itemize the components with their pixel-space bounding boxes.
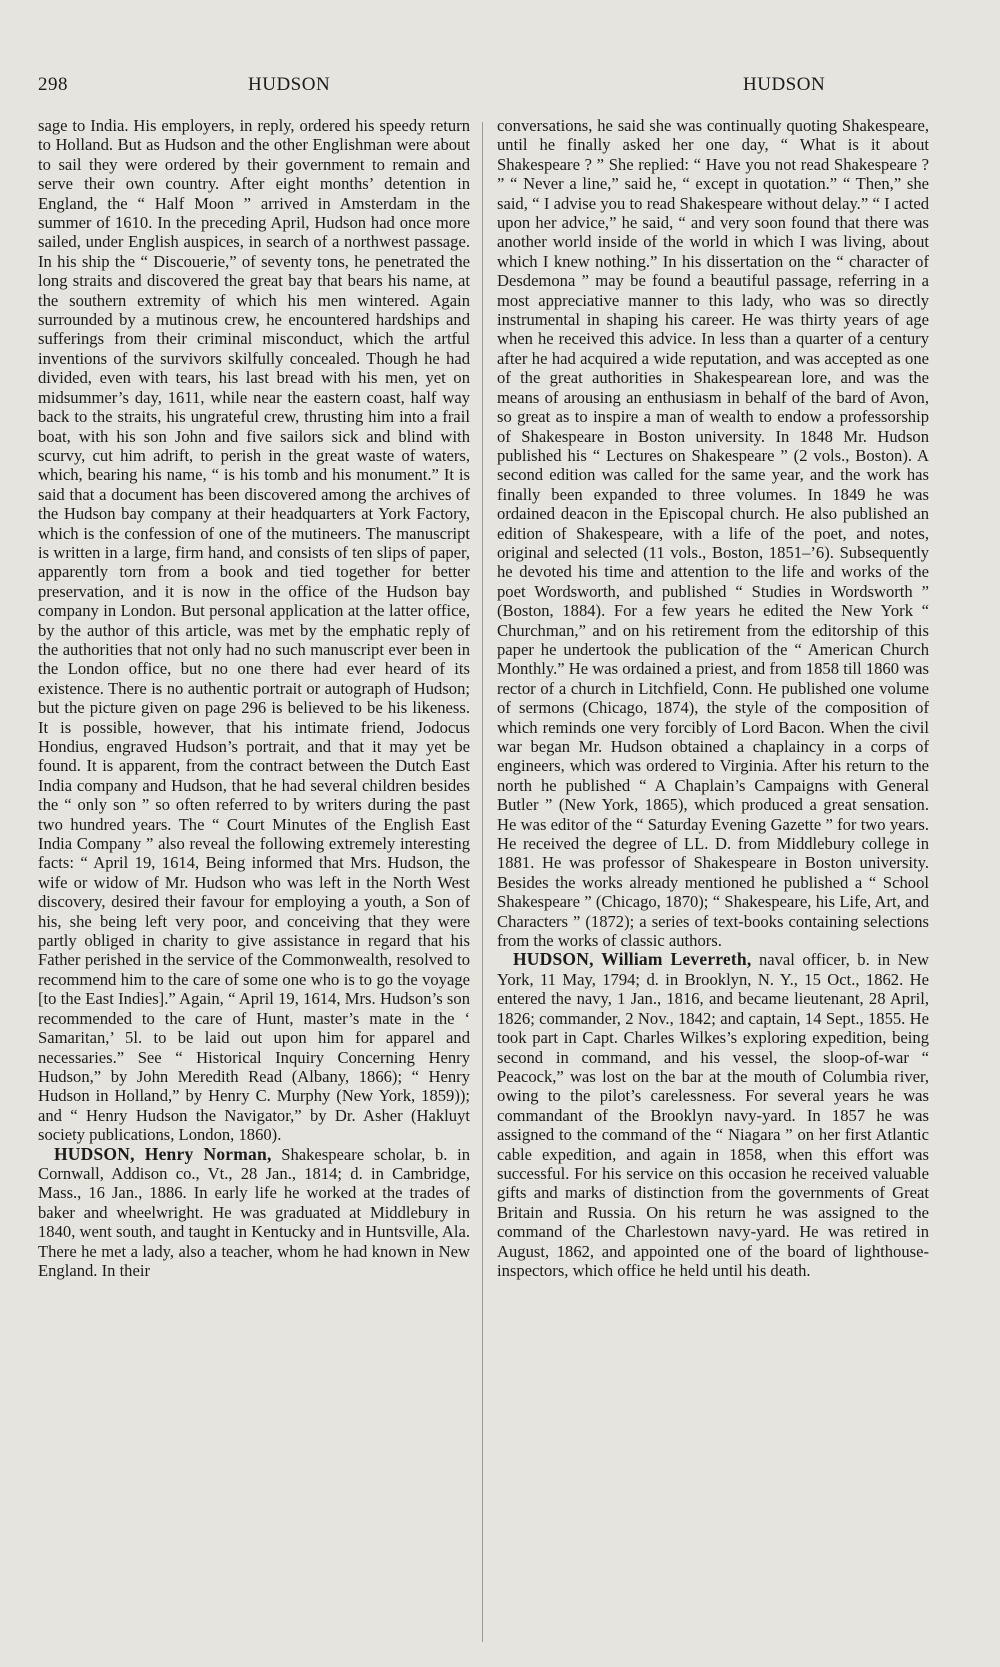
henry-norman-hudson-entry bbox=[38, 1145, 470, 1281]
entry-body: Shakespeare scholar, b. in Cornwall, Addison co., Vt., 28 Jan., 1814; d. in Cambridge, Mass., 16 Jan., 1886. In early life he worked at the trades of baker and wheelwright. He was graduated at Middlebury in 1840, went south, and taught in Kentucky and in Huntsville, Ala. There he met a lady, also a teacher, whom he had known in New England. In their bbox=[38, 1144, 470, 1280]
william-leverreth-hudson-entry bbox=[497, 950, 929, 1280]
right-column bbox=[497, 116, 929, 1280]
entry-body: naval officer, b. in New York, 11 May, 1794; d. in Brooklyn, N. Y., 15 Oct., 1862. He entered the navy, 1 Jan., 1816, and became lieutenant, 28 April, 1826; commander, 2 Nov., 1842; and captain, 14 Sept., 1855. He took part in Capt. Charles Wilkes’s exploring expedition, being second in command, and his vessel, the sloop-of-war “ Peacock,” was lost on the bar at the mouth of Columbia river, owing to the pilot’s carelessness. For several years he was commandant of the Brooklyn navy-yard. In 1857 he was assigned to the command of the “ Niagara ” on her first Atlantic cable expedition, and again in 1858, when this effort was successful. For his service on this occasion he received valuable gifts and marks of distinction from the governments of Great Britain and Russia. On his return he was assigned to the command of the Charlestown navy-yard. He was retired in August, 1862, and appointed one of the board of lighthouse-inspectors, which office he held until his death. bbox=[497, 950, 929, 1280]
left-running-head: HUDSON bbox=[248, 74, 331, 95]
column-divider bbox=[482, 122, 483, 1642]
entry-headword: HUDSON, William Leverreth, bbox=[513, 949, 752, 970]
running-header bbox=[38, 74, 958, 98]
henry-norman-hudson-entry-continued: conversations, he said she was continually quoting Shakespeare, until he finally asked her one day, “ What is it about Shakespeare ? ” She replied: “ Have you not read Shakespeare ? ” “ Never a line,” said he, “ except in quotation.” “ Then,” she said, “ I advise you to read Shakespeare without delay.” “ I acted upon her advice,” he said, “ and very soon found that there was another world inside of the world in which I was living, about which I knew nothing.” In his dissertation on the “ character of Desdemona ” may be found a beautiful passage, referring in a most appreciative manner to this lady, who was so directly instrumental in shaping his career. He was thirty years of age when he received this advice. In less than a quarter of a century after he had acquired a wide reputation, and was accepted as one of the great authorities in Shakespearean lore, and was the means of arousing an enthusiasm in behalf of the bard of Avon, so great as to inspire a man of wealth to endow a professorship of Shakespeare in Boston university. In 1848 Mr. Hudson published his “ Lectures on Shakespeare ” (2 vols., Boston). A second edition was called for the same year, and the work has finally been expanded to three volumes. In 1849 he was ordained deacon in the Episcopal church. He also published an edition of Shakespeare, with a life of the poet, and notes, original and selected (11 vols., Boston, 1851–’6). Subsequently he devoted his time and attention to the life and works of the poet Wordsworth, and published “ Studies in Wordsworth ” (Boston, 1884). For a few years he edited the New York “ Churchman,” and on his retirement from the editorship of this paper he undertook the publication of the “ American Church Monthly.” He was ordained a priest, and from 1858 till 1860 was rector of a church in Litchfield, Conn. He published one volume of sermons (Chicago, 1874), the style of the composition of which reminds one very forcibly of Lord Bacon. When the civil war began Mr. Hudson obtained a chaplaincy in a corps of engineers, which was ordered to Virginia. After his return to the north he published “ A Chaplain’s Campaigns with General Butler ” (New York, 1865), which produced a great sensation. He was editor of the “ Saturday Evening Gazette ” for two years. He received the degree of LL. D. from Middlebury college in 1881. He was professor of Shakespeare in Boston university. Besides the works already mentioned he published a “ School Shakespeare ” (Chicago, 1870); “ Shakespeare, his Life, Art, and Characters ” (1872); a series of text-books containing selections from the works of classic authors. bbox=[497, 116, 929, 951]
entry-headword: HUDSON, Henry Norman, bbox=[54, 1143, 272, 1164]
page-number: 298 bbox=[38, 74, 68, 95]
right-running-head: HUDSON bbox=[743, 74, 826, 95]
henry-hudson-entry-continued: sage to India. His employers, in reply, ordered his speedy return to Holland. But as Hudson and the other Englishman were about to sail they were ordered by their government to remain and serve their own country. After eight months’ detention in England, the “ Half Moon ” arrived in Amsterdam in the summer of 1610. In the preceding April, Hudson had once more sailed, under English auspices, in search of a northwest passage. In his ship the “ Discouerie,” of seventy tons, he penetrated the long straits and discovered the great bay that bears his name, at the southern extremity of which his men wintered. Again surrounded by a mutinous crew, he encountered hardships and sufferings from their criminal misconduct, which the artful inventions of the survivors skilfully concealed. Though he had divided, even with tears, his last bread with his men, yet on midsummer’s day, 1611, while near the eastern coast, half way back to the straits, his ungrateful crew, thrusting him into a frail boat, with his son John and five sailors sick and blind with scurvy, cut him adrift, to perish in the great waste of waters, which, bearing his name, “ is his tomb and his monument.” It is said that a document has been discovered among the archives of the Hudson bay company at their headquarters at York Factory, which is the confession of one of the mutineers. The manuscript is written in a large, firm hand, and consists of ten slips of paper, apparently torn from a book and tied together for better preservation, and it is now in the office of the Hudson bay company in London. But personal application at the latter office, by the author of this article, was met by the emphatic reply of the authorities that not only had no such manuscript ever been in the London office, but no one there had ever heard of its existence. There is no authentic portrait or autograph of Hudson; but the picture given on page 296 is believed to be his likeness. It is possible, however, that his intimate friend, Jodocus Hondius, engraved Hudson’s portrait, and that it may yet be found. It is apparent, from the contract between the Dutch East India company and Hudson, that he had several children besides the “ only son ” so often referred to by writers during the past two hundred years. The “ Court Minutes of the English East India Company ” also reveal the following extremely interesting facts: “ April 19, 1614, Being informed that Mrs. Hudson, the wife or widow of Mr. Hudson who was left in the North West discovery, desired their favour for employing a youth, a Son of his, she being left very poor, and conceiving that they were partly obliged in charity to give assistance in regard that his Father perished in the service of the Commonwealth, resolved to recommend him to the care of some one who is to go the voyage [to the East Indies].” Again, “ April 19, 1614, Mrs. Hudson’s son recommended to the care of Hunt, master’s mate in the ‘ Samaritan,’ 5l. to be laid out upon him for apparel and necessaries.” See “ Historical Inquiry Concerning Henry Hudson,” by John Meredith Read (Albany, 1866); “ Henry Hudson in Holland,” by Henry C. Murphy (New York, 1859)); and “ Henry Hudson the Navigator,” by Dr. Asher (Hakluyt society publications, London, 1860). bbox=[38, 116, 470, 1145]
left-column bbox=[38, 116, 470, 1280]
